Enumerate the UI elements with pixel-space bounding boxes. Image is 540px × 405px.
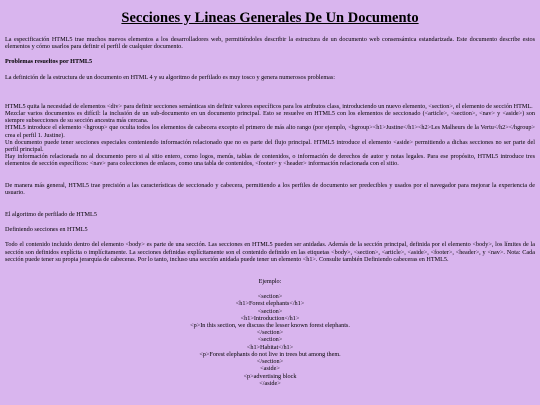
- defining-paragraph: Todo el contenido incluido dentro del elemento <body> es parte de una sección. Las secciones en HTML5 pueden ser anidadas. Además de la sección principal, definida por el elemento <body>, los límites de la sección son definidos explícita o implícitamente. La secciones definidas explícitamente son el contenido definido en las etiquetas <body>, <section>, <article>, <aside>, <footer>, <header>, y <nav>. Nota: Cada sección puede tener su propia jerarquía de cabeceras. Por lo tanto, incluso una sección anidada puede tener un elemento <h1>. Consulte también Definiendo cabeceras en HTML5.: [5, 241, 535, 263]
- intro-paragraph: La especificación HTML5 trae muchos nuevos elementos a los desarrolladores web, permitiéndoles describir la estructura de un documento web consensámica estandarizada. Este documento describe estos elementos y cómo usarlos para definir el perfil de cualquier documento.: [5, 36, 535, 51]
- issue-item: Un documento puede tener secciones especiales conteniendo información relacionado que no es parte del flujo principal. HTML5 introduce el elemento <aside> permitiendo a dichas secciones no ser parte del perfil principal.: [5, 138, 535, 154]
- issues-block: [5, 103, 535, 168]
- code-line: <section>: [257, 293, 283, 301]
- code-example: [5, 293, 535, 387]
- algorithm-heading: El algoritmo de perfilado de HTML5: [5, 211, 97, 219]
- code-line: <h1>Habitat</h1>: [246, 343, 294, 351]
- code-line: </section>: [256, 358, 284, 366]
- issue-item: Mezclar varios documentos es difícil: la inclusión de un sub-documento en un documento principal. Esto se resuelve en HTML5 con los elementos de seccionado (<article>, <section>, <nav> y <aside>) son siempre subsecciones de su sección ancestra más cercana.: [5, 110, 535, 125]
- code-line: <p>advertising block: [243, 372, 297, 380]
- code-line: <section>: [257, 336, 283, 344]
- example-label: Ejemplo:: [258, 278, 282, 286]
- code-line: <p>Forest elephants do not live in trees but among them.: [199, 350, 341, 358]
- issue-item: HTML5 quita la necesidad de elementos <div> para definir secciones semánticas sin definir valores específicos para los atributos class, introduciendo un nuevo elemento, <section>, el elemento de sección HTML.: [5, 102, 533, 110]
- code-line: <section>: [257, 307, 283, 315]
- code-line: <h1>Forest elephants</h1>: [235, 300, 305, 308]
- issue-item: Hay información relacionada no al documento pero si al sitio entero, como logos, menús, tablas de contenidos, o información de derechos de autor y notas legales. Para ese propósito, HTML5 introduce tres elementos de sección específicos: <nav> para colecciones de enlaces, como una tabla de contenidos, <footer> y <header> información relacionada con el sitio.: [5, 153, 535, 168]
- summary-paragraph: De manera más general, HTML5 trae precisión a las características de seccionado y cabecera, permitiendo a los perfiles de documento ser predecibles y usados por el navegador para mejorar la experiencia de usuario.: [5, 181, 535, 196]
- code-line: </aside>: [259, 379, 281, 387]
- page-title: Secciones y Lineas Generales De Un Documento: [121, 10, 419, 26]
- code-line: <h1>Introduction</h1>: [240, 314, 300, 322]
- issue-item: HTML5 introduce el elemento <hgroup> que oculta todos los elementos de cabecera excepto el primero de más alto rango (por ejemplo, <hgroup><h1>Justine</h1><h2>Les Malheurs de la Vertu</h2></hgroup> crea el perfil 1. Justine).: [5, 124, 535, 139]
- code-line: <aside>: [260, 365, 280, 373]
- code-line: </section>: [256, 329, 284, 337]
- code-line: <p>In this section, we discuss the lesser known forest elephants.: [190, 322, 350, 330]
- problems-heading: Problemas resueltos por HTML5: [5, 58, 93, 66]
- defining-heading: Definiendo secciones en HTML5: [5, 226, 88, 234]
- problems-text: La definición de la estructura de un documento en HTML 4 y su algoritmo de perfilado es muy tosco y genera numerosos problemas:: [5, 73, 336, 81]
